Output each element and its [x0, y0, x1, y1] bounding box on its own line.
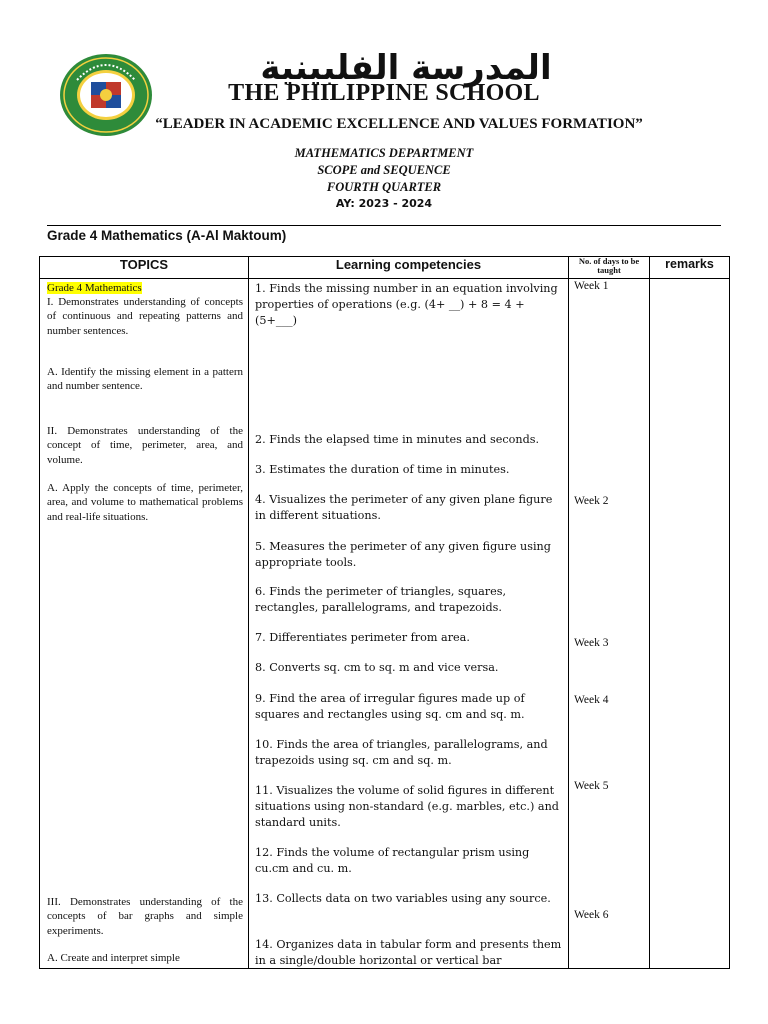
competency-item: 7. Differentiates perimeter from area. [255, 631, 470, 644]
table-row [40, 279, 730, 969]
topic-grade-label: Grade 4 Mathematics [47, 282, 142, 294]
header-divider [47, 225, 721, 226]
topic-item: I. Demonstrates understanding of concepts of continuous and repeating patterns and number sentences. [47, 296, 243, 337]
competency-item: 12. Finds the volume of rectangular prism using cu.cm and cu. m. [255, 846, 530, 875]
competency-item: 5. Measures the perimeter of any given figure using appropriate tools. [255, 540, 551, 569]
grade-heading: Grade 4 Mathematics (A-Al Maktoum) [47, 228, 287, 243]
table-header-row [40, 257, 730, 279]
competency-item: 14. Organizes data in tabular form and presents them in a single/double horizontal or vertical bar [255, 938, 562, 967]
days-cell [569, 279, 650, 969]
topic-item: A. Create and interpret simple [47, 952, 180, 964]
remarks-cell [650, 279, 730, 969]
competency-item: 11. Visualizes the volume of solid figures in different situations using non-standard (e.g. marbles, etc.) and standard units. [255, 784, 559, 829]
competency-item: 10. Finds the area of triangles, parallelograms, and trapezoids using sq. cm and sq. m. [255, 738, 548, 767]
header-remarks: remarks [650, 257, 730, 279]
school-motto: “LEADER IN ACADEMIC EXCELLENCE AND VALUES FORMATION” [155, 116, 643, 132]
header-days: No. of days to be taught [569, 257, 650, 279]
competency-item: 2. Finds the elapsed time in minutes and seconds. [255, 433, 540, 446]
week-label: Week 1 [574, 280, 609, 292]
department-title: MATHEMATICS DEPARTMENT [294, 146, 474, 160]
topic-item: A. Apply the concepts of time, perimeter, area, and volume to mathematical problems and real-life situations. [47, 482, 243, 523]
week-label: Week 3 [574, 637, 609, 649]
competency-item: 1. Finds the missing number in an equation involving properties of operations (e.g. (4+ __) + 8 = 4 + (5+___) [255, 282, 558, 327]
school-name: THE PHILIPPINE SCHOOL [228, 80, 540, 106]
topics-cell [40, 279, 249, 969]
topic-item: A. Identify the missing element in a pattern and number sentence. [47, 366, 243, 393]
competencies-cell [249, 279, 569, 969]
school-arabic-name: المدرسة الفلبينية [260, 48, 552, 88]
document-title: SCOPE and SEQUENCE [317, 163, 451, 177]
competency-item: 3. Estimates the duration of time in minutes. [255, 463, 510, 476]
week-label: Week 4 [574, 694, 609, 706]
week-label: Week 5 [574, 780, 609, 792]
week-label: Week 2 [574, 495, 609, 507]
competency-item: 8. Converts sq. cm to sq. m and vice versa. [255, 661, 499, 674]
week-label: Week 6 [574, 909, 609, 921]
scope-sequence-table [39, 256, 730, 969]
topic-item: III. Demonstrates understanding of the concepts of bar graphs and simple experiments. [47, 896, 243, 937]
header-competencies: Learning competencies [249, 257, 569, 279]
competency-item: 6. Finds the perimeter of triangles, squares, rectangles, parallelograms, and trapezoids. [255, 585, 507, 614]
topic-item: II. Demonstrates understanding of the concept of time, perimeter, area, and volume. [47, 425, 243, 466]
competency-item: 9. Find the area of irregular figures made up of squares and rectangles using sq. cm and sq. m. [255, 692, 525, 721]
competency-item: 13. Collects data on two variables using any source. [255, 892, 551, 905]
header-topics: TOPICS [40, 257, 249, 279]
quarter-title: FOURTH QUARTER [326, 180, 442, 194]
competency-item: 4. Visualizes the perimeter of any given plane figure in different situations. [255, 493, 553, 522]
academic-year: AY: 2023 - 2024 [335, 197, 433, 210]
